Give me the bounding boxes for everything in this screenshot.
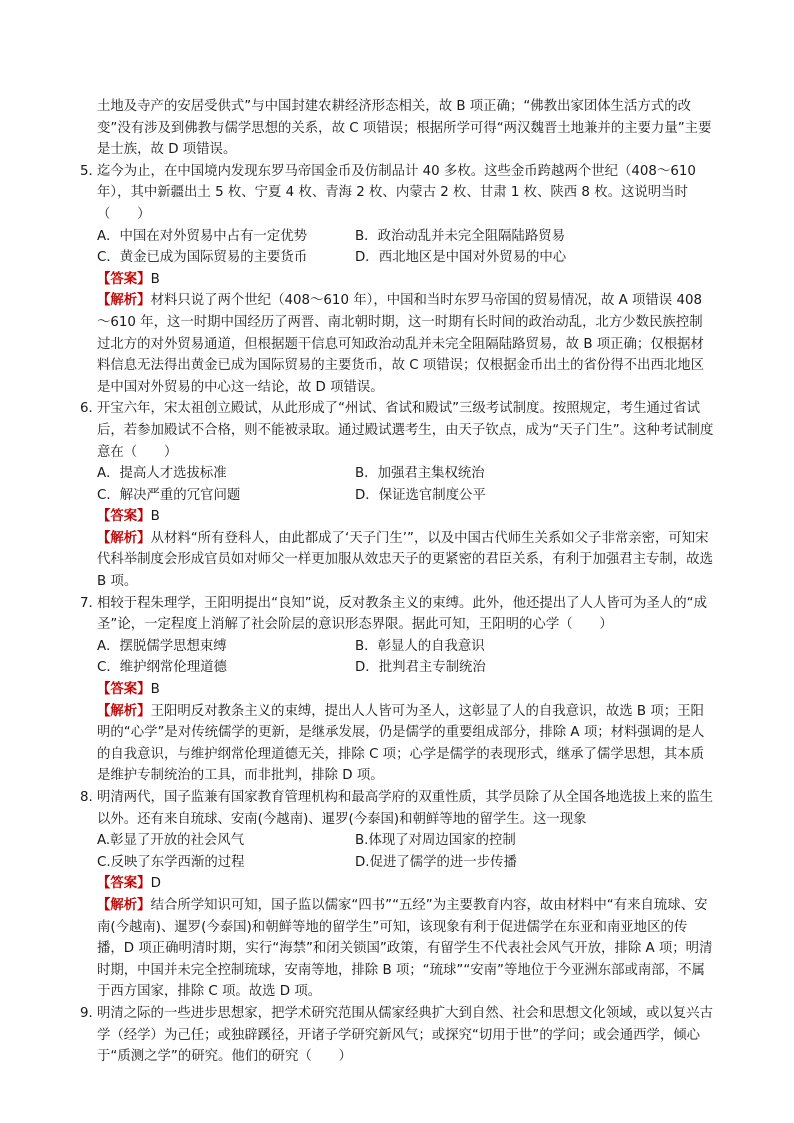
analysis-tag: 【解析】: [97, 897, 151, 913]
answer-tag: 【答案】: [97, 509, 151, 525]
analysis-text: 结合所学知识可知，国子监以儒家“四书”“五经”为主要教育内容，故由材料中“有来自琉球、安南(今越南)、暹罗(今泰国)和朝鲜等地的留学生”可知，该现象有利于促进儒学在东亚和南亚地区的传播，D 项正确明清时期，实行“海禁”和闭关锁国”政策，有留学生不代表社会风气开放，排除 A 项；明清时期，中国并未完全控制琉球，安南等地，排除 B 项；“琉球”“安南”等地位于今亚洲东部或南部，不属于西方国家，排除 C 项。故选 D 项。: [97, 897, 713, 1000]
analysis: [80, 528, 714, 593]
options: [80, 830, 714, 873]
analysis-tag: 【解析】: [97, 530, 151, 546]
answer-tag: 【答案】: [97, 876, 151, 892]
answer-value: B: [150, 271, 160, 287]
answer-value: B: [150, 682, 160, 698]
question-number: 6．: [80, 401, 102, 417]
question-number: 8.: [80, 790, 93, 805]
analysis-tag: 【解析】: [97, 703, 151, 719]
answer-tag: 【答案】: [97, 682, 151, 698]
analysis-text: 从材料“所有登科人，由此都成了‘天子门生’”，以及中国古代师生关系如父子非常亲密，可知宋代科举制度会形成官员如对师父一样更加服从效忠天子的更紧密的君臣关系，有利于加强君主专制，故选 B 项。: [97, 530, 713, 590]
option-c: C.反映了东学西渐的过程: [97, 854, 245, 870]
option-b: B．彰显人的自我意识: [355, 638, 485, 654]
option-c: C．黄金已成为国际贸易的主要货币: [97, 250, 308, 266]
question-number: 5．: [80, 163, 102, 179]
option-c: C．解决严重的冗官问题: [97, 487, 241, 503]
option-b: B．政治动乱并未完全阻隔陆路贸易: [355, 228, 566, 244]
option-b: B．加强君主集权统治: [355, 466, 485, 482]
options: [80, 636, 714, 679]
answer-value: B: [150, 509, 160, 525]
question-stem: 明清两代，国子监兼有国家教育管理机构和最高学府的双重性质，其学员除了从全国各地选拔上来的监生以外。还有来自琉球、安南(今越南)、暹罗(今泰国)和朝鲜等地的留学生。这一现象: [97, 790, 713, 827]
question-number: 7．: [80, 595, 102, 611]
answer-line: [80, 873, 714, 895]
option-a: A．中国在对外贸易中占有一定优势: [97, 228, 308, 244]
question-6: [80, 398, 714, 463]
options: [80, 463, 714, 506]
analysis: [80, 701, 714, 787]
analysis-tag: 【解析】: [97, 293, 151, 309]
answer-value: D: [150, 876, 161, 892]
question-number: 9．: [80, 1005, 102, 1021]
question-stem: 迄今为止，在中国境内发现东罗马帝国金币及仿制品计 40 多枚。这些金币跨越两个世纪（408～610 年），其中新疆出土 5 枚、宁夏 4 枚、青海 2 枚、内蒙古 2 枚、甘肃 1 枚、陕西 8 枚。这说明当时（ ）: [97, 163, 696, 222]
answer-line: [80, 506, 714, 528]
option-d: D．保证选官制度公平: [355, 487, 486, 503]
question-5: [80, 161, 714, 226]
answer-line: [80, 269, 714, 291]
option-a: A.彰显了开放的社会风气: [97, 833, 245, 849]
analysis: [80, 895, 714, 1003]
option-b: B.体现了对周边国家的控制: [355, 833, 516, 849]
question-stem: 开宝六年，宋太祖创立殿试，从此形成了“州试、省试和殿试”三级考试制度。按照规定，考生通过省试后，若参加殿试不合格，则不能被录取。通过殿试選考生，由天子钦点，成为“天子门生”。这种考试制度意在（ ）: [97, 401, 714, 460]
carry-over-analysis: 土地及寺产的安居受供式”与中国封建农耕经济形态相关，故 B 项正确；“佛教出家团体生活方式的改变”没有涉及到佛教与儒学思想的关系，故 C 项错误；根据所学可得“两汉魏晋土地兼并的主要力量”主要是士族，故 D 项错误。: [97, 99, 712, 158]
analysis-text: 王阳明反对教条主义的束缚，提出人人皆可为圣人，这彰显了人的自我意识，故选 B 项；王阳明的“心学”是对传统儒学的更新，是继承发展，仍是儒学的重要组成部分，排除 A 项；材料强调的是人的自我意识，与维护纲常伦理道德无关，排除 C 项；心学是儒学的表现形式，继承了儒学思想，其本质是维护专制统治的工具，而非批判，排除 D 项。: [97, 703, 705, 784]
answer-line: [80, 679, 714, 701]
option-a: A．摆脱儒学思想束缚: [97, 638, 227, 654]
question-stem: 明清之际的一些进步思想家，把学术研究范围从儒家经典扩大到自然、社会和思想文化领域，或以复兴古学（经学）为己任；或独辟蹊径，开诸子学研究新风气；或探究“切用于世”的学问；或会通西学，倾心于“质测之学”的研究。他们的研究（ ）: [97, 1005, 713, 1065]
answer-tag: 【答案】: [97, 271, 151, 287]
option-d: D．批判君主专制统治: [355, 660, 486, 676]
question-8: [80, 787, 714, 830]
option-d: D.促进了儒学的进一步传播: [355, 854, 517, 870]
question-9: [80, 1003, 714, 1068]
option-a: A．提高人才选拔标准: [97, 466, 227, 482]
options: [80, 226, 714, 269]
option-c: C．维护纲常伦理道德: [97, 660, 227, 676]
analysis: [80, 290, 714, 398]
analysis-text: 材料只说了两个世纪（408～610 年），中国和当时东罗马帝国的贸易情况，故 A 项错误 408～610 年，这一时期中国经历了两晋、南北朝时期，这一时期有长时间的政治动乱，北方少数民族控制过北方的对外贸易通道，但根据题干信息可知政治动乱并未完全阻隔陆路贸易，故 B 项正确；仅根据材料信息无法得出黄金已成为国际贸易的主要货币，故 C 项错误；仅根据金币出土的省份得不出西北地区是中国对外贸易的中心这一结论，故 D 项错误。: [97, 293, 705, 395]
option-d: D．西北地区是中国对外贸易的中心: [355, 250, 567, 266]
question-7: [80, 593, 714, 636]
question-stem: 相较于程朱理学，王阳明提出“良知”说，反对教条主义的束缚。此外，他还提出了人人皆可为圣人的“成圣”论，一定程度上消解了社会阶层的意识形态界限。据此可知，王阳明的心学（ ）: [97, 595, 707, 633]
